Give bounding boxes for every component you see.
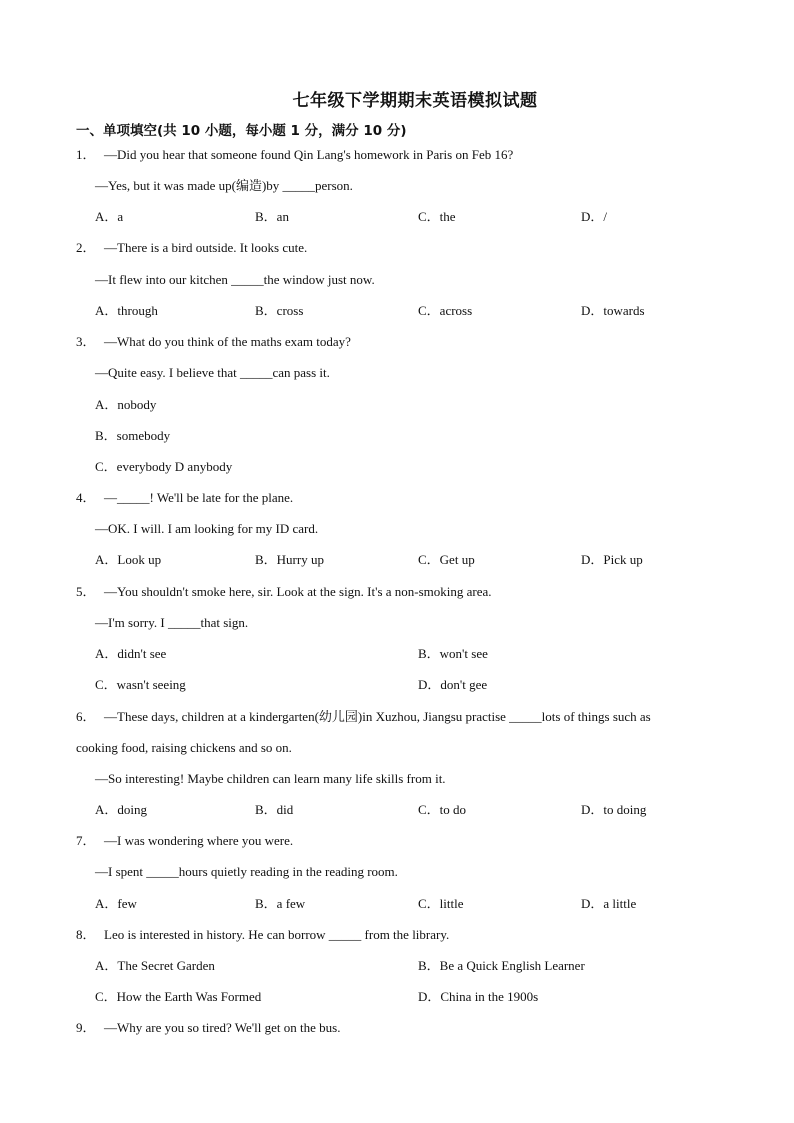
option-b[interactable]: B．did bbox=[255, 802, 294, 817]
question-text: —OK. I will. I am looking for my ID card. bbox=[95, 521, 319, 536]
option-b[interactable]: B．won't see bbox=[418, 646, 488, 661]
page-title: 七年级下学期期末英语模拟试题 bbox=[292, 91, 538, 111]
option-d[interactable]: D．China in the 1900s bbox=[418, 989, 539, 1004]
question-number: 3． bbox=[76, 334, 96, 349]
option-a[interactable]: A．few bbox=[95, 896, 137, 911]
option-b[interactable]: B．a few bbox=[255, 896, 306, 911]
option-a[interactable]: A．The Secret Garden bbox=[95, 958, 215, 973]
question-text: —Yes, but it was made up(编造)by _____person. bbox=[95, 178, 353, 193]
option-d[interactable]: D．to doing bbox=[581, 802, 647, 817]
option-d[interactable]: D．don't gee bbox=[418, 677, 488, 692]
question-text: —There is a bird outside. It looks cute. bbox=[104, 240, 308, 255]
option-d[interactable]: D．/ bbox=[581, 209, 608, 224]
question-number: 8． bbox=[76, 927, 96, 942]
question-number: 5． bbox=[76, 584, 96, 599]
question-text: —Did you hear that someone found Qin Lang's homework in Paris on Feb 16? bbox=[104, 147, 514, 162]
question-number: 7． bbox=[76, 833, 96, 848]
option-a[interactable]: A．a bbox=[95, 209, 124, 224]
question-text: cooking food, raising chickens and so on. bbox=[76, 740, 292, 755]
question-text: —Quite easy. I believe that _____can pass it. bbox=[95, 365, 330, 380]
option-c[interactable]: C．Get up bbox=[418, 552, 475, 567]
question-text: —I'm sorry. I _____that sign. bbox=[95, 615, 249, 630]
question-number: 1． bbox=[76, 147, 96, 162]
option-b[interactable]: B．Be a Quick English Learner bbox=[418, 958, 585, 973]
option-c[interactable]: C．to do bbox=[418, 802, 467, 817]
question-text: —You shouldn't smoke here, sir. Look at the sign. It's a non-smoking area. bbox=[104, 584, 492, 599]
question-text: —These days, children at a kindergarten(幼儿园)in Xuzhou, Jiangsu practise _____lots of things such as bbox=[104, 709, 651, 724]
option-a[interactable]: A．Look up bbox=[95, 552, 162, 567]
question-number: 4． bbox=[76, 490, 96, 505]
option-a[interactable]: A．nobody bbox=[95, 397, 157, 412]
option-d[interactable]: D．towards bbox=[581, 303, 645, 318]
question-text: —So interesting! Maybe children can learn many life skills from it. bbox=[95, 771, 446, 786]
option-a[interactable]: A．didn't see bbox=[95, 646, 167, 661]
question-text: —Why are you so tired? We'll get on the bus. bbox=[104, 1020, 341, 1035]
question-text: —It flew into our kitchen _____the window just now. bbox=[95, 272, 375, 287]
question-number: 6． bbox=[76, 709, 96, 724]
question-text: Leo is interested in history. He can borrow _____ from the library. bbox=[104, 927, 450, 942]
option-c[interactable]: C．the bbox=[418, 209, 456, 224]
option-d[interactable]: D．Pick up bbox=[581, 552, 643, 567]
question-text: —I spent _____hours quietly reading in the reading room. bbox=[95, 864, 398, 879]
option-b[interactable]: B．cross bbox=[255, 303, 304, 318]
section-heading: 一、单项填空(共 10 小题，每小题 1 分，满分 10 分) bbox=[76, 123, 407, 139]
option-d[interactable]: D．a little bbox=[581, 896, 637, 911]
option-c[interactable]: C．across bbox=[418, 303, 473, 318]
option-c[interactable]: C．little bbox=[418, 896, 464, 911]
option-a[interactable]: A．through bbox=[95, 303, 158, 318]
option-b[interactable]: B．somebody bbox=[95, 428, 171, 443]
option-c[interactable]: C．How the Earth Was Formed bbox=[95, 989, 262, 1004]
option-b[interactable]: B．an bbox=[255, 209, 289, 224]
question-text: —_____! We'll be late for the plane. bbox=[104, 490, 294, 505]
option-b[interactable]: B．Hurry up bbox=[255, 552, 324, 567]
option-a[interactable]: A．doing bbox=[95, 802, 148, 817]
option-c[interactable]: C．everybody D anybody bbox=[95, 459, 233, 474]
question-number: 2． bbox=[76, 240, 96, 255]
question-text: —I was wondering where you were. bbox=[104, 833, 294, 848]
option-c[interactable]: C．wasn't seeing bbox=[95, 677, 186, 692]
question-number: 9． bbox=[76, 1020, 96, 1035]
question-text: —What do you think of the maths exam today? bbox=[104, 334, 351, 349]
